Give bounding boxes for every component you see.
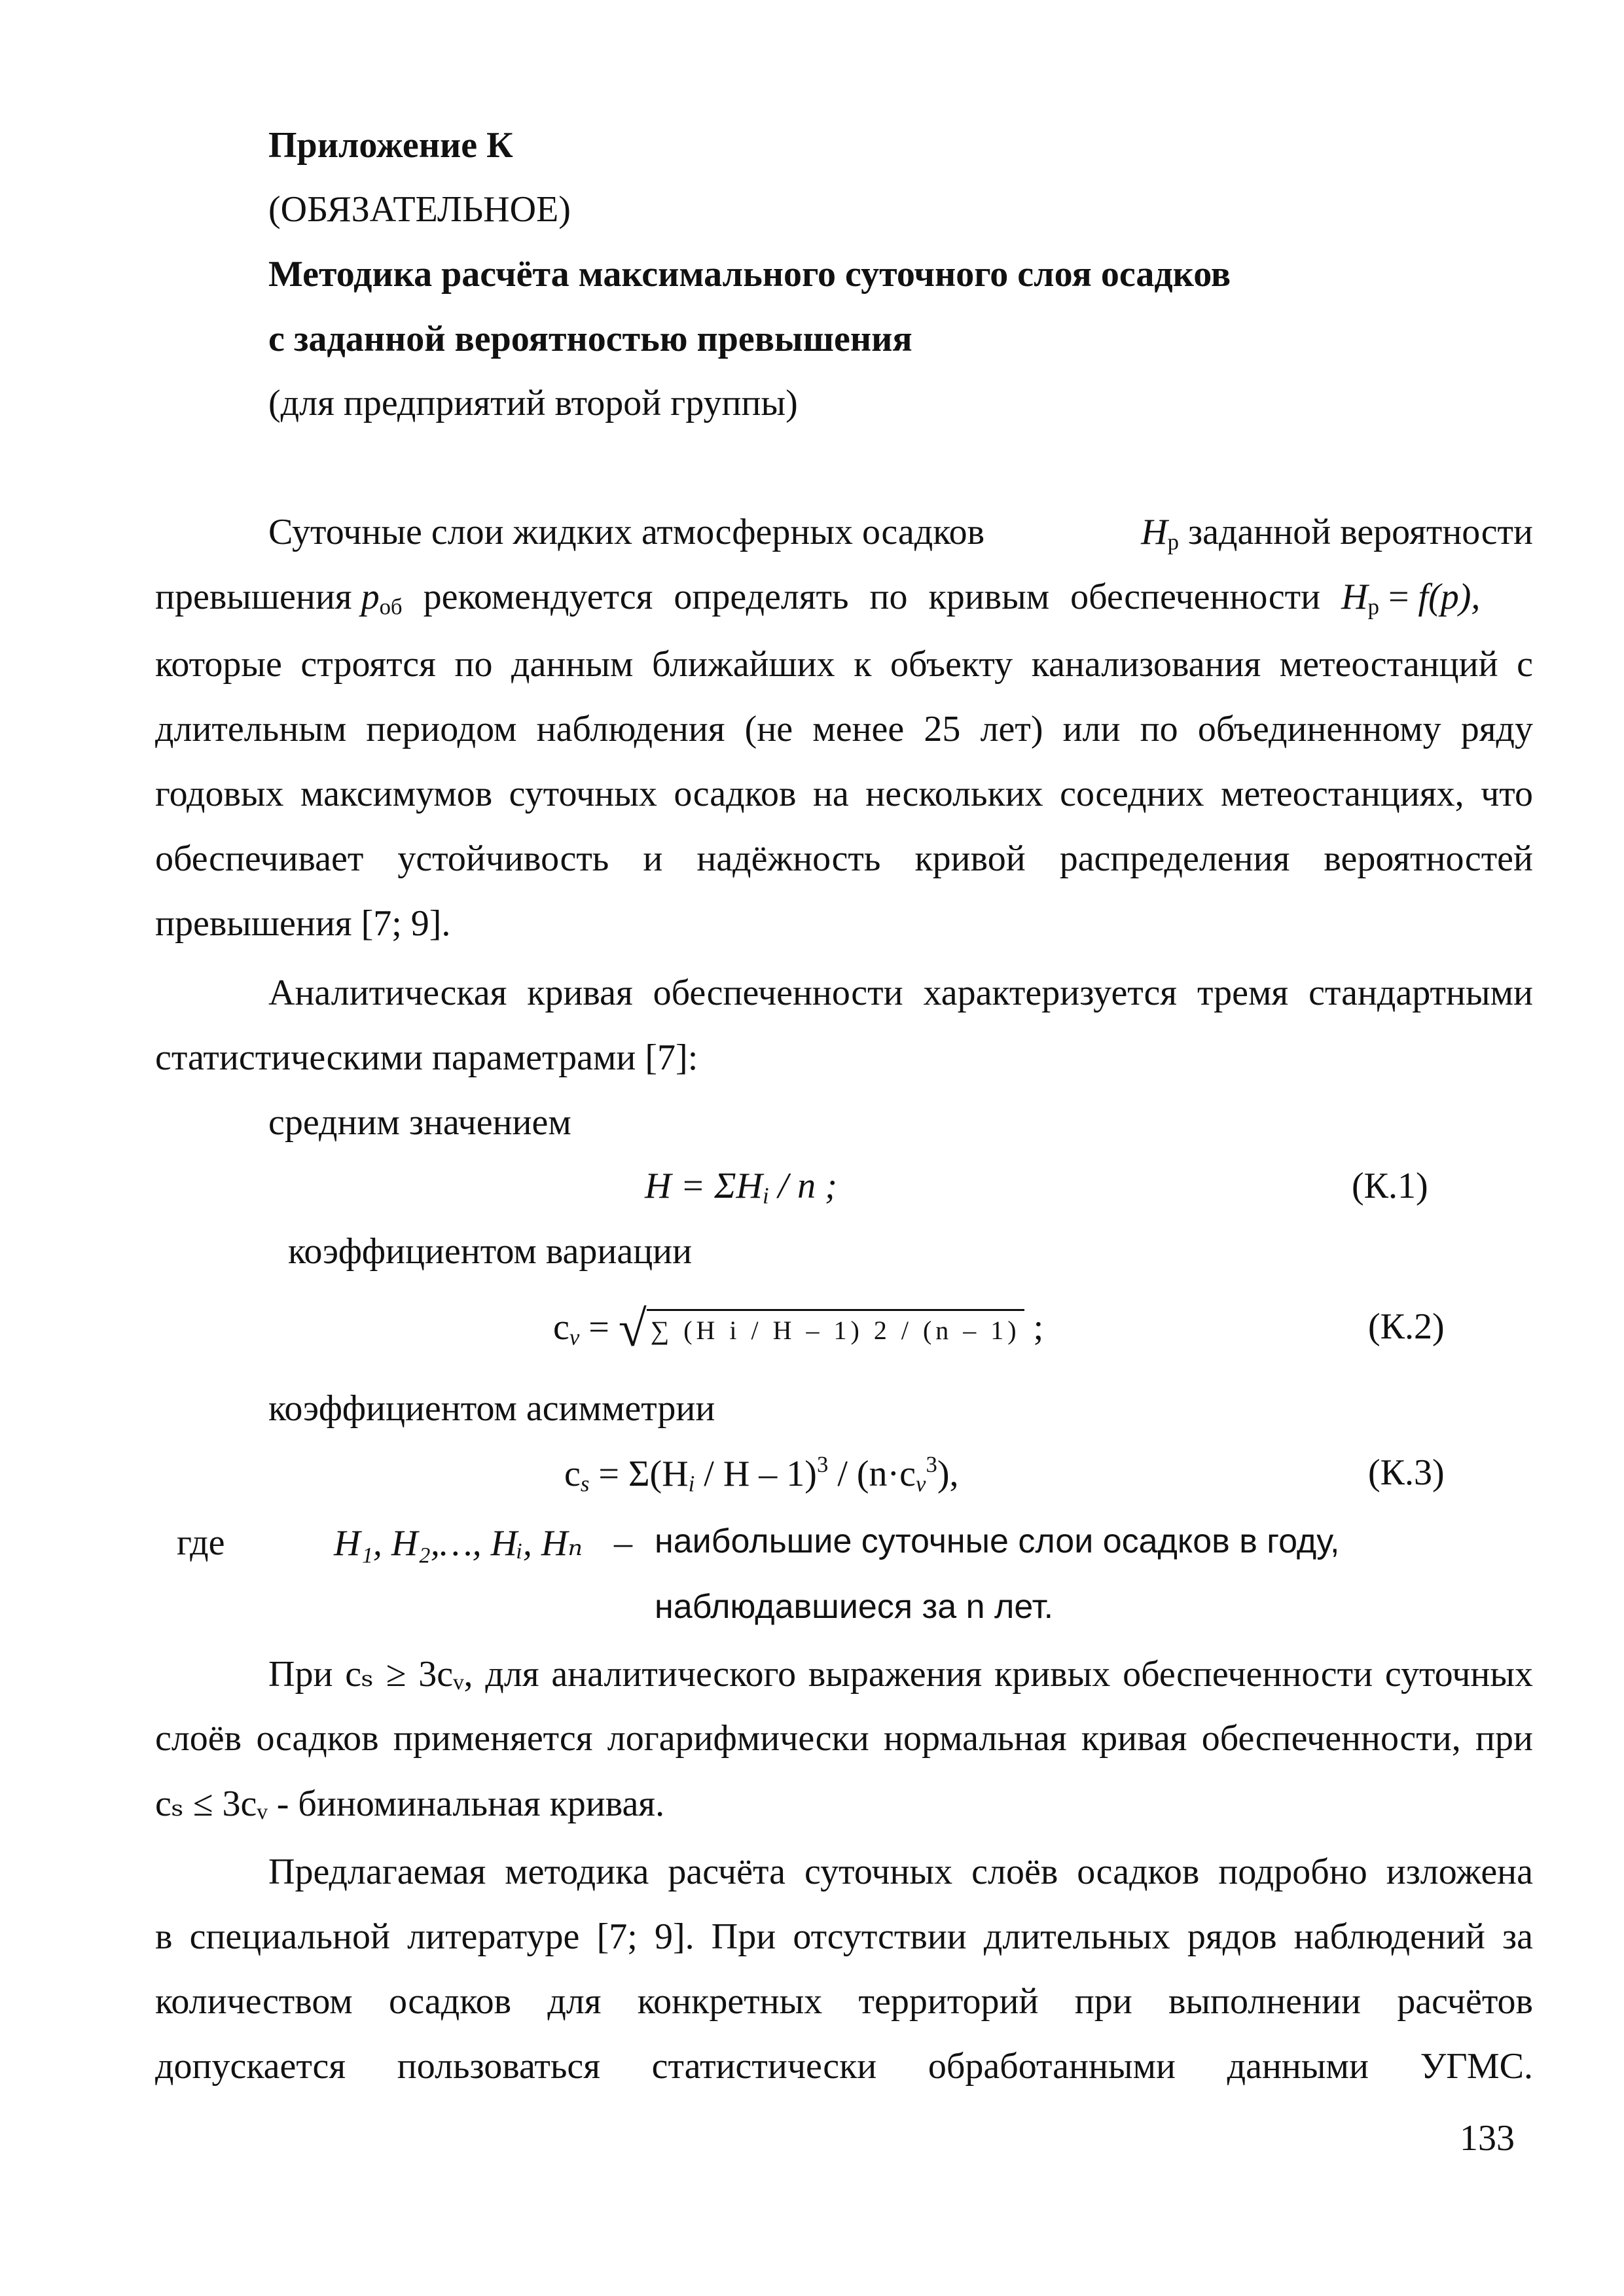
paragraph-1-line-6: обеспечивает устойчивость и надёжность кривой распределения вероятностей (155, 838, 1533, 879)
paragraph-3-line-3: cₛ ≤ 3cᵥ - биноминальная кривая. (155, 1784, 665, 1824)
title-line-1: Методика расчёта максимального суточного слоя осадков (268, 254, 1231, 295)
subtitle: (для предприятий второй группы) (268, 383, 798, 423)
paragraph-1-line-7: превышения [7; 9]. (155, 903, 451, 944)
formula-k2: $c_v$ = √ ∑ (H i / H – 1) 2 / (n – 1) ; (553, 1300, 1044, 1357)
paragraph-3-line-1: При cₛ ≥ 3cᵥ, для аналитического выражения кривых обеспеченности суточных (268, 1654, 1533, 1695)
paragraph-1-line-4: длительным периодом наблюдения (не менее 25 лет) или по объединенному ряду (155, 709, 1533, 749)
paragraph-4-line-1: Предлагаемая методика расчёта суточных слоёв осадков подробно изложена (268, 1852, 1533, 1892)
cv-label: коэффициентом вариации (288, 1231, 693, 1272)
paragraph-3-line-2: слоёв осадков применяется логарифмически нормальная кривая обеспеченности, при (155, 1718, 1533, 1759)
formula-k3-number: (К.3) (1368, 1452, 1445, 1493)
formula-k2-number: (К.2) (1368, 1306, 1445, 1347)
where-dash: – (614, 1522, 632, 1563)
where-variables: H₁, H₂,…, Hᵢ, Hₙ (334, 1523, 583, 1564)
page-number: 133 (1460, 2118, 1515, 2159)
paragraph-4-line-4: допускается пользоваться статистически обработанными данными УГМС. (155, 2046, 1533, 2087)
paragraph-1-line-3: которые строятся по данным ближайших к объекту канализования метеостанций с (155, 644, 1533, 685)
paragraph-1-line-1 (268, 514, 1533, 554)
paragraph-1-line-5: годовых максимумов суточных осадков на нескольких соседних метеостанциях, что (155, 774, 1533, 814)
where-label: где (177, 1522, 225, 1563)
paragraph-1-line-2: превышения $p_{об}$ рекомендуется определять по кривым обеспеченности $H_р = f(p)$, (155, 577, 1481, 620)
p1-l1-text: Суточные слои жидких атмосферных осадков (268, 512, 985, 552)
sqrt-symbol: √ ∑ (H i / H – 1) 2 / (n – 1) (619, 1299, 1024, 1358)
paragraph-4-line-2: в специальной литературе [7; 9]. При отсутствии длительных рядов наблюдений за (155, 1916, 1533, 1957)
paragraph-2-line-2: статистическими параметрами [7]: (155, 1037, 698, 1078)
paragraph-2-line-1: Аналитическая кривая обеспеченности характеризуется тремя стандартными (268, 973, 1533, 1013)
formula-k1: $H = \Sigma H_i / n$ ; (645, 1166, 837, 1209)
cs-label: коэффициентом асимметрии (268, 1388, 715, 1429)
title-line-2: с заданной вероятностью превышения (268, 319, 912, 359)
where-desc-line-2: наблюдавшиеся за n лет. (655, 1588, 1054, 1626)
mandatory-label: (ОБЯЗАТЕЛЬНОЕ) (268, 189, 571, 230)
appendix-label: Приложение К (268, 125, 513, 166)
mean-label: средним значением (268, 1102, 571, 1143)
where-desc-line-1: наибольшие суточные слои осадков в году, (655, 1522, 1340, 1560)
formula-k1-number: (К.1) (1352, 1166, 1428, 1206)
p1-l1-h: $H_р$ заданной вероятности (1141, 512, 1533, 555)
paragraph-4-line-3: количеством осадков для конкретных территорий при выполнении расчётов (155, 1981, 1533, 2022)
formula-k3: $c_s = \Sigma(H_i / H - 1)^3 / (n\cdot c_v^3)$, (564, 1452, 959, 1497)
